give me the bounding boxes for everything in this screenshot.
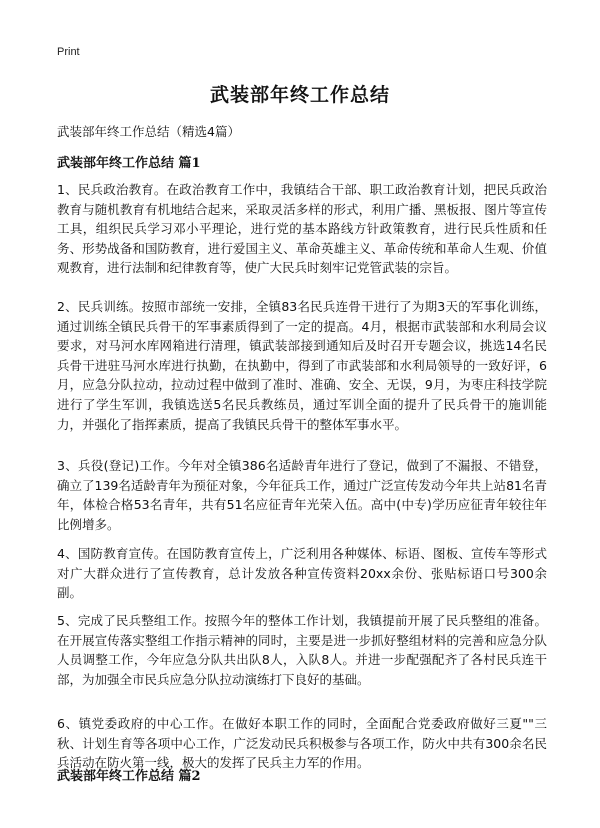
section-heading-1: 武装部年终工作总结 篇1 — [57, 156, 201, 171]
print-label: Print — [57, 46, 80, 58]
paragraph-6: 6、镇党委政府的中心工作。在做好本职工作的同时，全面配合党委政府做好三夏""三秋、计划生育等各项中心工作，广泛发动民兵积极参与各项工作，防火中共有300余名民兵活动在防火第一线，极大的发挥了民兵主力军的作用。 — [57, 716, 547, 771]
section-heading-2: 武装部年终工作总结 篇2 — [57, 769, 201, 784]
paragraph-5: 5、完成了民兵整组工作。按照今年的整体工作计划，我镇提前开展了民兵整组的准备。在开展宣传落实整组工作指示精神的同时，主要是进一步抓好整组材料的完善和应急分队人员调整工作，今年应急分队共出队8人，入队8人。并进一步配强配齐了各村民兵连干部，为加强全市民兵应急分队拉动演练打下良好的基础。 — [57, 613, 547, 687]
document-subtitle: 武装部年终工作总结（精选4篇） — [57, 124, 240, 139]
document-title: 武装部年终工作总结 — [209, 84, 390, 106]
paragraph-3: 3、兵役(登记)工作。今年对全镇386名适龄青年进行了登记，做到了不漏报、不错登，确立了139名适龄青年为预征对象，今年征兵工作，通过广泛宣传发动今年共上站81名青年，体检合格53名青年，共有51名应征青年光荣入伍。高中(中专)学历应征青年较往年比例增多。 — [57, 458, 547, 532]
paragraph-2: 2、民兵训练。按照市部统一安排，全镇83名民兵连骨干进行了为期3天的军事化训练，通过训练全镇民兵骨干的军事素质得到了一定的提高。4月，根据市武装部和水利局会议要求，对马河水库网箱进行清理，镇武装部接到通知后及时召开专题会议，挑选14名民兵骨干进驻马河水库进行执勤，在执勤中，得到了市武装部和水利局领导的一致好评，6月，应急分队拉动，拉动过程中做到了准时、准确、安全、无误，9月，为枣庄科技学院进行了学生军训，我镇选送5名民兵教练员，通过军训全面的提升了民兵骨干的施训能力，并强化了指挥素质，提高了我镇民兵骨干的整体军事水平。 — [57, 299, 547, 432]
paragraph-1: 1、民兵政治教育。在政治教育工作中，我镇结合干部、职工政治教育计划，把民兵政治教育与随机教育有机地结合起来，采取灵活多样的形式，利用广播、黑板报、图片等宣传工具，组织民兵学习邓小平理论，进行党的基本路线方针政策教育，进行民兵性质和任务、形势战备和国防教育，进行爱国主义、革命英雄主义、革命传统和革命人生观、价值观教育，进行法制和纪律教育等，使广大民兵时刻牢记党管武装的宗旨。 — [57, 182, 547, 276]
paragraph-4: 4、国防教育宣传。在国防教育宣传上，广泛利用各种媒体、标语、图板、宣传车等形式对广大群众进行了宣传教育，总计发放各种宣传资料20xx余份、张贴标语口号300余副。 — [57, 546, 547, 601]
